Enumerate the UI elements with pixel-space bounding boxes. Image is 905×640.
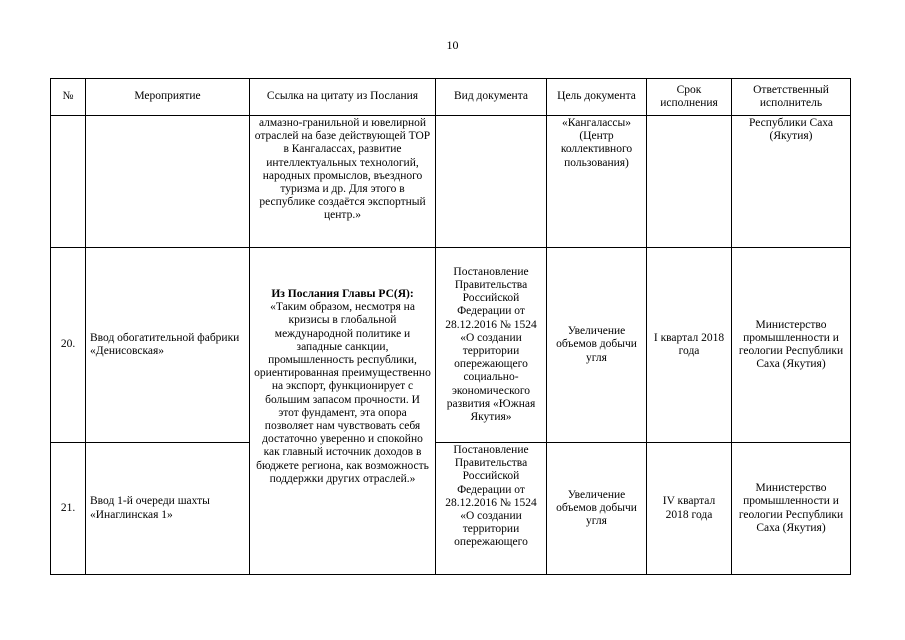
cell-deadline: I квартал 2018 года (647, 248, 732, 443)
cell-deadline: IV квартал 2018 года (647, 443, 732, 575)
header-quote-ref: Ссылка на цитату из Послания (250, 79, 436, 116)
cell-no: 20. (51, 248, 86, 443)
table-row (51, 116, 851, 248)
header-deadline: Срок исполнения (647, 79, 732, 116)
cell-event (86, 116, 250, 248)
cell-no: 21. (51, 443, 86, 575)
cell-no (51, 116, 86, 248)
cell-event: Ввод обогатительной фабрики «Денисовская» (86, 248, 250, 443)
header-doc-type: Вид документа (436, 79, 547, 116)
cell-responsible: Министерство промышленности и геологии Республики Саха (Якутия) (732, 248, 851, 443)
cell-shared-quote (250, 248, 436, 575)
cell-doc-type (436, 116, 547, 248)
header-doc-goal: Цель документа (547, 79, 647, 116)
quote-title: Из Послания Главы РС(Я): (271, 288, 414, 300)
cell-quote: алмазно-гранильной и ювелирной отраслей на базе действующей ТОР в Кангалассах, развитие интеллектуальных технологий, народных промыслов, въездного туризма и др. Для этого в республике создаётся экспортный центр.» (250, 116, 436, 248)
cell-responsible: Республики Саха (Якутия) (732, 116, 851, 248)
quote-text: «Таким образом, несмотря на кризисы в глобальной международной политике и западные санкции, промышленность республики, ориентированная преимущественно на экспорт, функционирует с большим запасом прочности. И этот фундамент, эта опора позволяет нам чувствовать себя достаточно уверенно и спокойно как главный источник доходов в бюджете региона, как возможность поддержки других отраслей.» (254, 301, 431, 485)
cell-doc-goal: Увеличение объемов добычи угля (547, 248, 647, 443)
table-row (51, 443, 851, 575)
cell-doc-goal: «Кангалассы» (Центр коллективного пользования) (547, 116, 647, 248)
cell-responsible: Министерство промышленности и геологии Республики Саха (Якутия) (732, 443, 851, 575)
action-plan-table (50, 78, 851, 575)
header-responsible: Ответственный исполнитель (732, 79, 851, 116)
cell-deadline (647, 116, 732, 248)
cell-doc-type: Постановление Правительства Российской Федерации от 28.12.2016 № 1524 «О создании территории опережающего (436, 443, 547, 575)
header-event: Мероприятие (86, 79, 250, 116)
cell-event: Ввод 1-й очереди шахты «Инаглинская 1» (86, 443, 250, 575)
header-no: № (51, 79, 86, 116)
cell-doc-type: Постановление Правительства Российской Федерации от 28.12.2016 № 1524 «О создании территории опережающего социально-экономического развития «Южная Якутия» (436, 248, 547, 443)
table-row (51, 248, 851, 443)
cell-doc-goal: Увеличение объемов добычи угля (547, 443, 647, 575)
table-header-row (51, 79, 851, 116)
page-number: 10 (446, 38, 459, 52)
